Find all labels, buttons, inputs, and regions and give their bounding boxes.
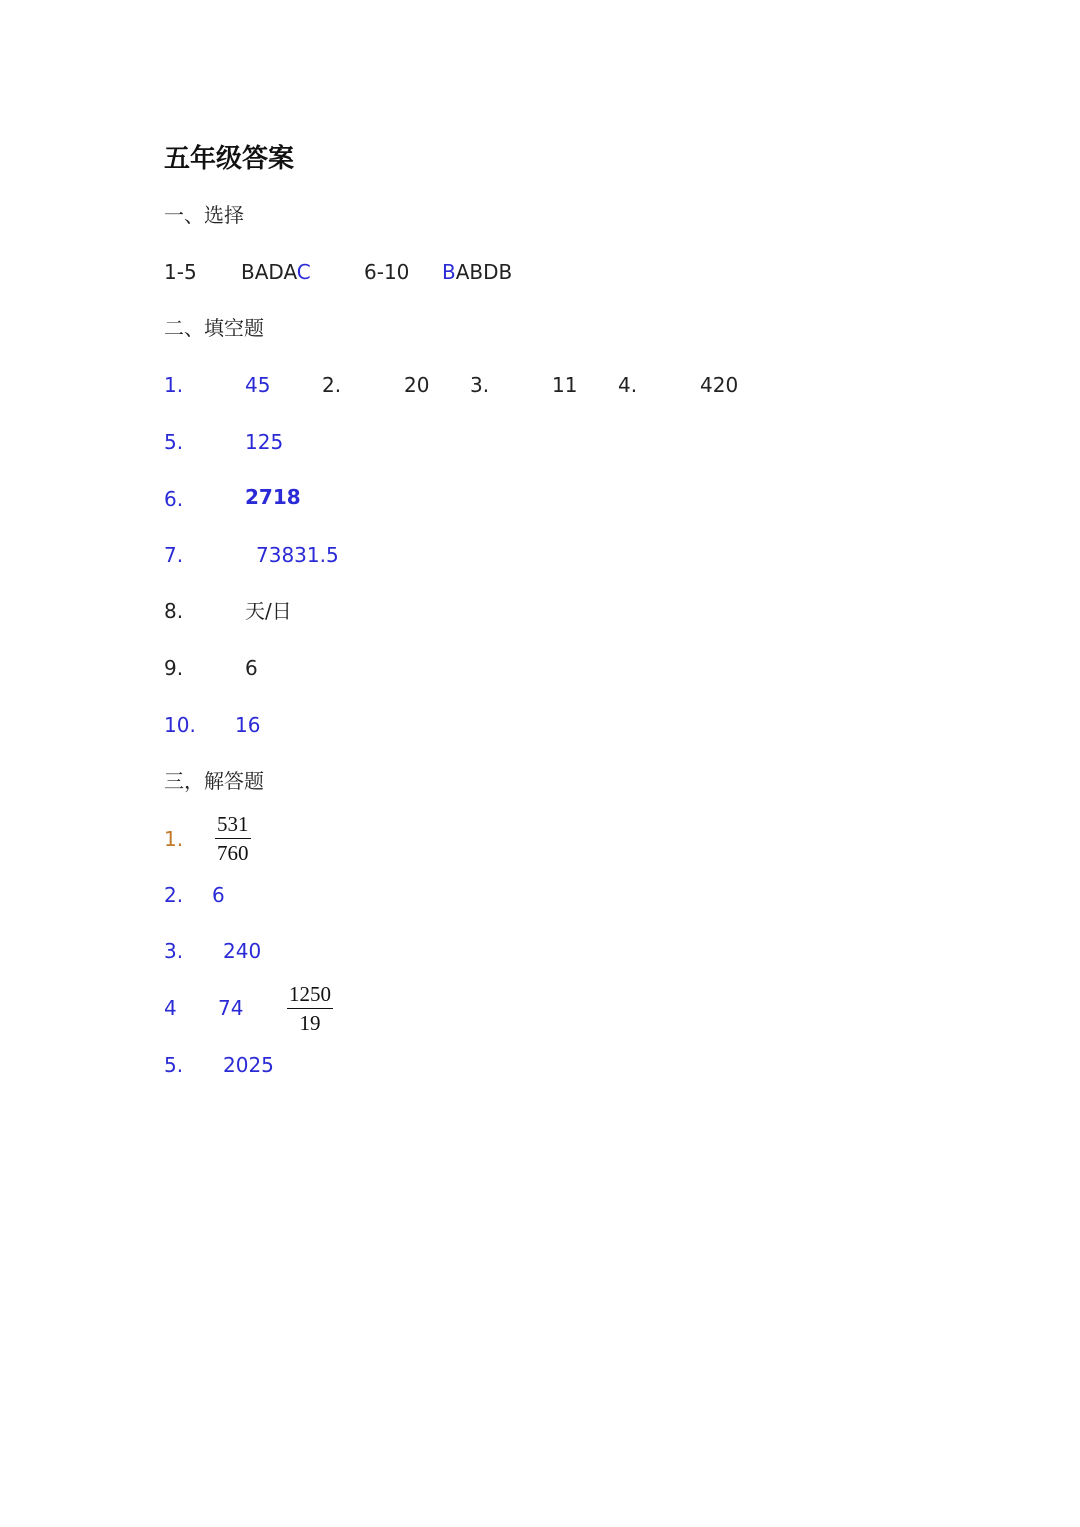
fill-item-number-5: 5.: [164, 430, 184, 454]
choice-answers-1-part2: C: [296, 260, 311, 284]
choice-answers-2-part1: B: [442, 260, 456, 284]
page-title: 五年级答案: [164, 144, 295, 174]
fill-item-number-6: 6.: [164, 487, 184, 511]
fill-item-answer-10: 16: [235, 713, 261, 737]
fill-item-number-9: 9.: [164, 656, 184, 680]
choice-range-2: 6-10: [364, 260, 410, 284]
choice-answers-2-part2: ABDB: [455, 260, 513, 284]
fill-item-number-8: 8.: [164, 599, 184, 623]
fill-item-number-1: 1.: [164, 373, 184, 397]
fill-item-number-7: 7.: [164, 543, 184, 567]
fill-item-number-2: 2.: [322, 373, 342, 397]
solve-item-answer-4: 74: [218, 996, 244, 1020]
fill-item-answer-7: 73831.5: [256, 543, 339, 567]
fill-item-answer-8: 天/日: [245, 599, 292, 623]
solve-item-number-2: 2.: [164, 883, 184, 907]
fill-item-answer-6: 2718: [245, 485, 301, 509]
solve-item-number-1: 1.: [164, 827, 184, 851]
section-choice-heading: 一、选择: [164, 203, 244, 227]
fill-item-answer-9: 6: [245, 656, 258, 680]
section-solve-heading: 三，解答题: [164, 769, 264, 793]
solve-item-answer-3: 240: [223, 939, 262, 963]
fill-item-number-3: 3.: [470, 373, 490, 397]
fraction-denominator: 19: [299, 1011, 321, 1035]
choice-range-1: 1-5: [164, 260, 197, 284]
fraction-denominator: 760: [217, 841, 249, 865]
solve-item-fraction-4: [287, 984, 333, 1034]
fraction-numerator: 531: [217, 812, 249, 836]
fill-item-number-4: 4.: [618, 373, 638, 397]
choice-answers-2: [442, 262, 512, 282]
fill-item-number-10: 10.: [164, 713, 196, 737]
solve-item-number-3: 3.: [164, 939, 184, 963]
solve-item-number-5: 5.: [164, 1053, 184, 1077]
choice-answers-1: [241, 262, 311, 282]
fraction-numerator: 1250: [289, 982, 331, 1006]
section-fill-heading: 二、填空题: [164, 316, 264, 340]
solve-item-number-4: 4: [164, 996, 177, 1020]
fill-item-answer-4: 420: [700, 373, 739, 397]
solve-item-answer-5: 2025: [223, 1053, 274, 1077]
choice-answers-1-part1: BADA: [241, 260, 297, 284]
fill-item-answer-1: 45: [245, 373, 271, 397]
fill-item-answer-5: 125: [245, 430, 284, 454]
fill-item-answer-2: 20: [404, 373, 430, 397]
fill-item-answer-3: 11: [552, 373, 578, 397]
solve-item-fraction-1: [215, 814, 251, 864]
solve-item-answer-2: 6: [212, 883, 225, 907]
